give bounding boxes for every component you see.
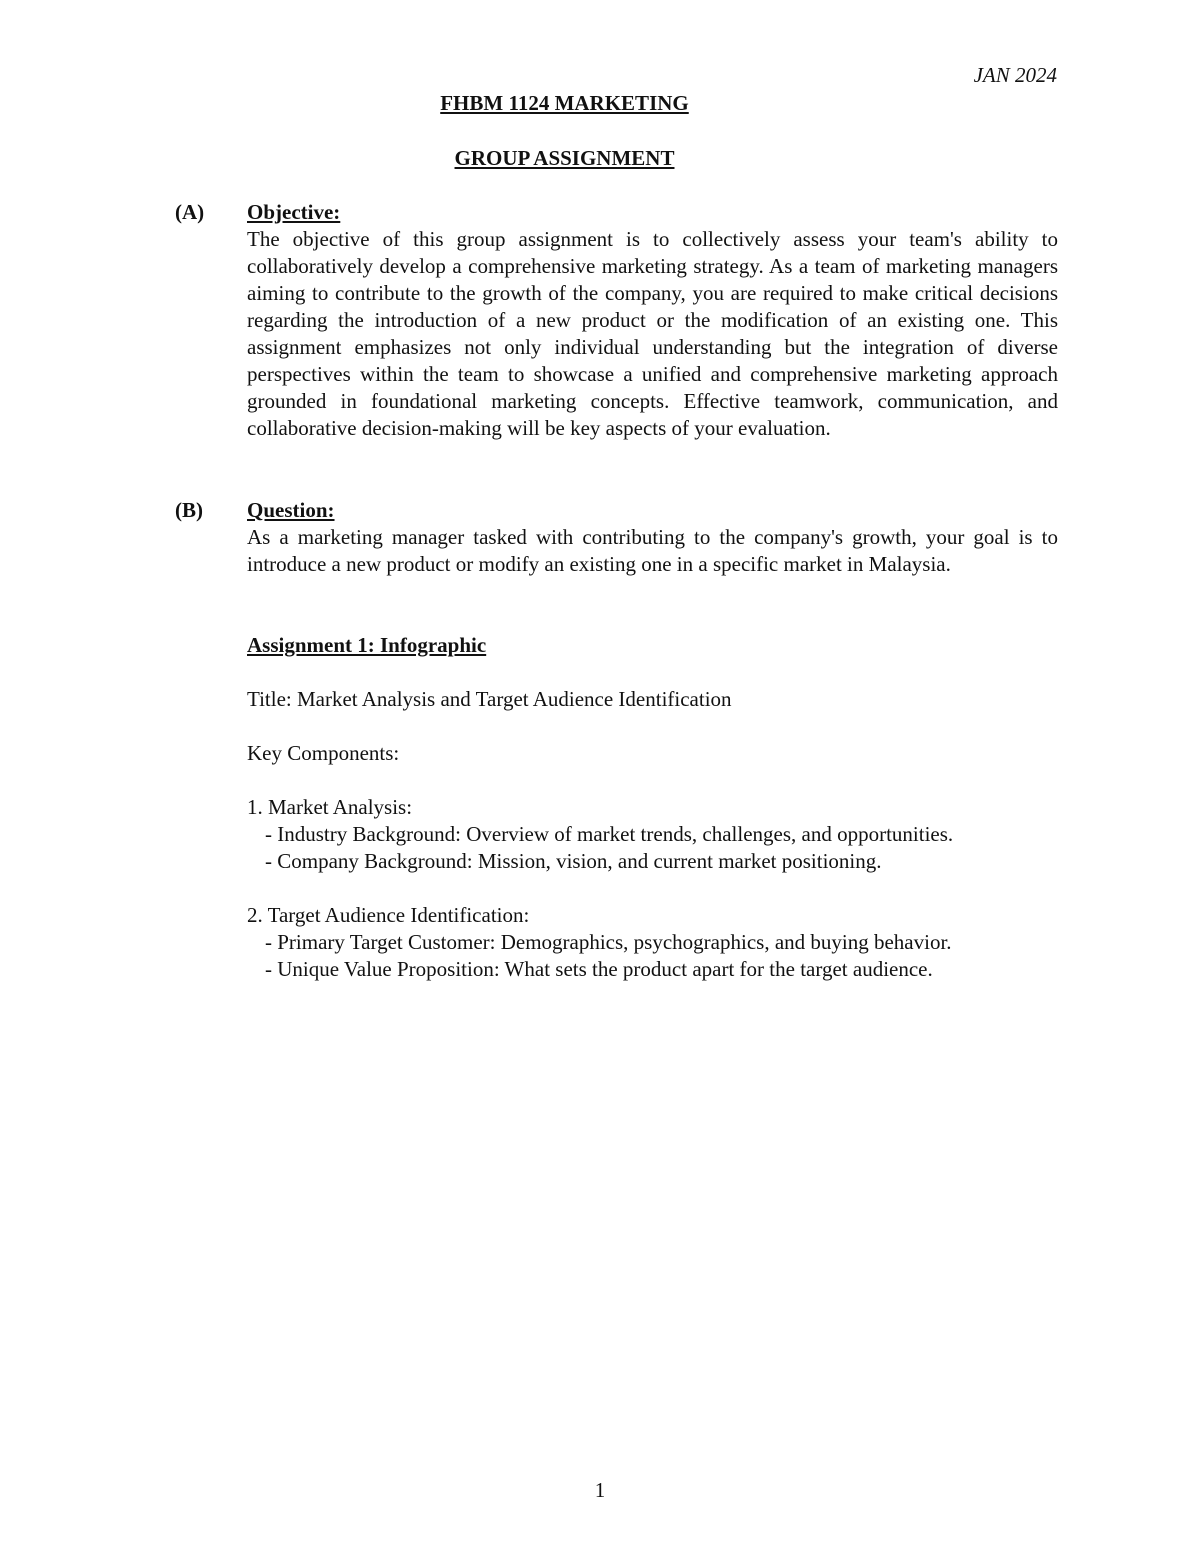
list-item-label: 1. Market Analysis:	[247, 795, 413, 819]
objective-paragraph: The objective of this group assignment is to collectively assess your team's ability to collaboratively develop a comprehensive marketing strategy. As a team of marketing managers aiming to contribute to the growth of the company, you are required to make critical decisions regarding the introduction of a new product or the modification of an existing one. This assignment emphasizes not only individual understanding but the integration of diverse perspectives within the team to showcase a unified and comprehensive marketing approach grounded in foundational marketing concepts. Effective teamwork, communication, and collaborative decision-making will be key aspects of your evaluation.	[247, 227, 1058, 440]
course-title: FHBM 1124 MARKETING	[440, 91, 689, 115]
list-item	[247, 902, 1058, 983]
section-letter: (B)	[175, 498, 203, 522]
list-subitem: - Primary Target Customer: Demographics, psychographics, and buying behavior.	[265, 930, 952, 954]
assignment-title: GROUP ASSIGNMENT	[454, 146, 675, 170]
assignment-title-line: Title: Market Analysis and Target Audience Identification	[247, 687, 732, 711]
section-question	[175, 497, 1058, 578]
list-subitem: - Company Background: Mission, vision, and current market positioning.	[265, 849, 882, 873]
section-heading: Question:	[247, 498, 335, 522]
section-heading: Objective:	[247, 200, 341, 224]
document-date: JAN 2024	[973, 63, 1057, 87]
section-objective	[175, 199, 1058, 442]
assignment-heading: Assignment 1: Infographic	[247, 633, 487, 657]
question-paragraph: As a marketing manager tasked with contributing to the company's growth, your goal is to introduce a new product or modify an existing one in a specific market in Malaysia.	[247, 525, 1058, 576]
page-number: 1	[594, 1478, 606, 1502]
key-components-label: Key Components:	[247, 741, 400, 765]
list-item	[247, 794, 1058, 875]
list-subitem: - Unique Value Proposition: What sets the product apart for the target audience.	[265, 957, 933, 981]
list-subitem: - Industry Background: Overview of market trends, challenges, and opportunities.	[265, 822, 954, 846]
section-letter: (A)	[175, 200, 205, 224]
list-item-label: 2. Target Audience Identification:	[247, 903, 530, 927]
